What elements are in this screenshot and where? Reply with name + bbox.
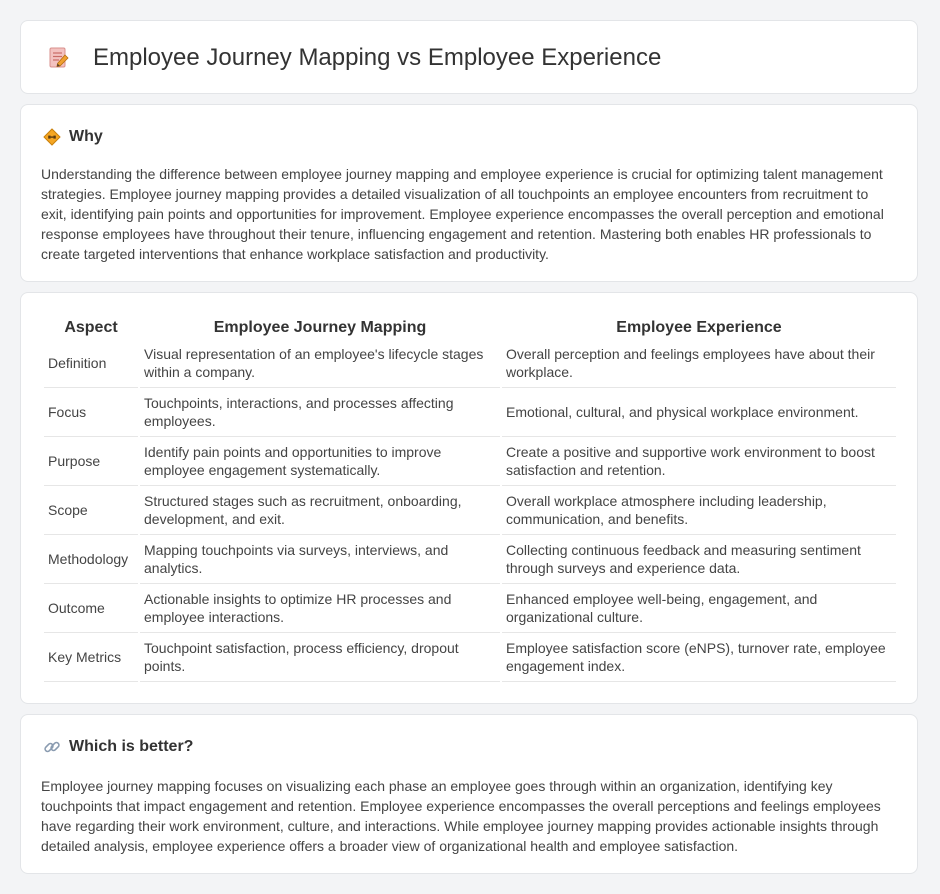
row-employee-experience: Collecting continuous feedback and measuring sentiment through surveys and experience data.	[502, 535, 896, 584]
better-text: Employee journey mapping focuses on visualizing each phase an employee goes through within an organization, identifying key touchpoints that impact engagement and retention. Employee experience encompasses the overall perceptions and feelings employees have regarding their work environment, culture, and interactions. While employee journey mapping provides actionable insights through detailed analysis, employee experience offers a broader view of organizational health and employee satisfaction.	[41, 778, 881, 854]
row-journey-mapping: Touchpoints, interactions, and processes affecting employees.	[140, 388, 500, 437]
row-aspect: Purpose	[44, 437, 138, 486]
table-row	[44, 633, 896, 682]
row-employee-experience: Emotional, cultural, and physical workplace environment.	[502, 388, 896, 437]
row-journey-mapping: Mapping touchpoints via surveys, interviews, and analytics.	[140, 535, 500, 584]
page-title: Employee Journey Mapping vs Employee Experience	[93, 44, 662, 71]
header-employee-experience: Employee Experience	[616, 319, 782, 336]
row-journey-mapping: Touchpoint satisfaction, process efficiency, dropout points.	[140, 633, 500, 682]
why-title: Why	[69, 128, 103, 145]
header-aspect: Aspect	[64, 319, 118, 336]
row-employee-experience: Employee satisfaction score (eNPS), turnover rate, employee engagement index.	[502, 633, 896, 682]
why-heading	[43, 127, 103, 147]
header-card	[20, 20, 918, 94]
why-text: Understanding the difference between employee journey mapping and employee experience is crucial for optimizing talent management strategies. Employee journey mapping provides a detailed visualization of all touchpoints an employee encounters from recruitment to exit, identifying pain points and opportunities for improvement. Employee experience encompasses the overall perception and emotional response employees have throughout their tenure, influencing engagement and retention. Mastering both enables HR professionals to create targeted interventions that enhance workplace satisfaction and productivity.	[41, 166, 884, 262]
link-icon	[43, 738, 61, 756]
row-aspect: Outcome	[44, 584, 138, 633]
better-heading	[43, 737, 193, 757]
row-aspect: Methodology	[44, 535, 138, 584]
table-row	[44, 339, 896, 388]
why-section	[20, 104, 918, 282]
row-journey-mapping: Identify pain points and opportunities to improve employee engagement systematically.	[140, 437, 500, 486]
comparison-table	[42, 315, 898, 682]
row-employee-experience: Overall workplace atmosphere including leadership, communication, and benefits.	[502, 486, 896, 535]
table-row	[44, 584, 896, 633]
table-row	[44, 486, 896, 535]
which-is-better-section	[20, 714, 918, 874]
row-journey-mapping: Visual representation of an employee's lifecycle stages within a company.	[140, 339, 500, 388]
row-aspect: Scope	[44, 486, 138, 535]
row-journey-mapping: Actionable insights to optimize HR processes and employee interactions.	[140, 584, 500, 633]
row-aspect: Focus	[44, 388, 138, 437]
diamond-sign-icon	[43, 128, 61, 146]
comparison-table-card	[20, 292, 918, 704]
table-row	[44, 535, 896, 584]
better-title: Which is better?	[69, 738, 194, 755]
table-header-row	[44, 315, 896, 339]
document-pencil-icon	[48, 46, 70, 70]
table-row	[44, 388, 896, 437]
row-aspect: Definition	[44, 339, 138, 388]
row-employee-experience: Overall perception and feelings employees have about their workplace.	[502, 339, 896, 388]
row-employee-experience: Enhanced employee well-being, engagement, and organizational culture.	[502, 584, 896, 633]
table-row	[44, 437, 896, 486]
row-journey-mapping: Structured stages such as recruitment, onboarding, development, and exit.	[140, 486, 500, 535]
row-employee-experience: Create a positive and supportive work environment to boost satisfaction and retention.	[502, 437, 896, 486]
header-journey-mapping: Employee Journey Mapping	[213, 319, 427, 336]
row-aspect: Key Metrics	[44, 633, 138, 682]
